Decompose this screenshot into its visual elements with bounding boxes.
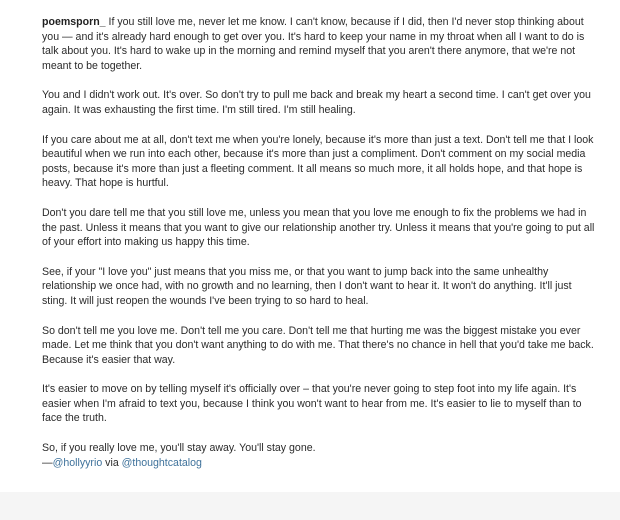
caption-paragraph-2: [42, 88, 598, 117]
post-caption: [42, 15, 598, 485]
caption-paragraph-6: [42, 324, 598, 368]
caption-closing: [42, 441, 598, 470]
paragraph-text: It's easier to move on by telling myself it's officially over – that you're never going to step foot into my life again. It's easier when I'm afraid to text you, because I think you won't want to hear from me. It's easier to lie to myself than to face the truth.: [42, 383, 582, 425]
credit-via: via: [102, 456, 122, 469]
caption-paragraph-5: [42, 265, 598, 309]
bottom-gray-strip: [0, 492, 620, 520]
paragraph-text: If you still love me, never let me know. I can't know, because if I did, then I'd never stop thinking about you — and it's already hard enough to get over you. It's hard to keep your name in my throat when all I want to do is talk about you. It's hard to wake up in the morning and remind myself that you aren't there anymore, that we're not meant to be together.: [42, 16, 585, 72]
source-mention-link[interactable]: @thoughtcatalog: [121, 456, 202, 469]
author-mention-link[interactable]: @hollyyrio: [52, 456, 103, 469]
caption-paragraph-7: [42, 382, 598, 426]
paragraph-text: Don't you dare tell me that you still love me, unless you mean that you love me enough to fix the problems we had in the past. Unless it means that you want to give our relationship another try. Unless it means that you're going to put all of your effort into making us happy this time.: [42, 206, 595, 249]
credit-prefix: —: [42, 456, 53, 469]
caption-paragraph-3: [42, 133, 598, 191]
paragraph-text: See, if your "I love you" just means that you miss me, or that you want to jump back into the same unhealthy relationship we once had, with no growth and no learning, then I don't want to hear it. It won't do anything. It'll just sting. It will just reopen the wounds I've been trying to so hard to heal.: [42, 265, 572, 307]
paragraph-text: If you care about me at all, don't text me when you're lonely, because it's more than just a text. Don't tell me that I look beautiful when we run into each other, because it's more than just a compliment. Don't comment on my social media posts, because it's more than just a fleeting comment. It all means so much more, it all holds hope, and that hope is heavy. That hope is hurtful.: [42, 133, 594, 190]
paragraph-text: So don't tell me you love me. Don't tell me you care. Don't tell me that hurting me was the biggest mistake you ever made. Let me think that you don't want anything to do with me. That there's no chance in hell that you'd take me back. Because it's easier that way.: [42, 324, 594, 366]
closing-line: So, if you really love me, you'll stay away. You'll stay gone.: [42, 442, 316, 455]
username-link[interactable]: poemsporn_: [42, 16, 106, 28]
caption-paragraph-4: [42, 206, 598, 250]
caption-paragraph-1: [42, 15, 598, 73]
paragraph-text: You and I didn't work out. It's over. So don't try to pull me back and break my heart a second time. I can't get over you again. It was exhausting the first time. I'm still tired. I'm still healing.: [42, 89, 591, 116]
